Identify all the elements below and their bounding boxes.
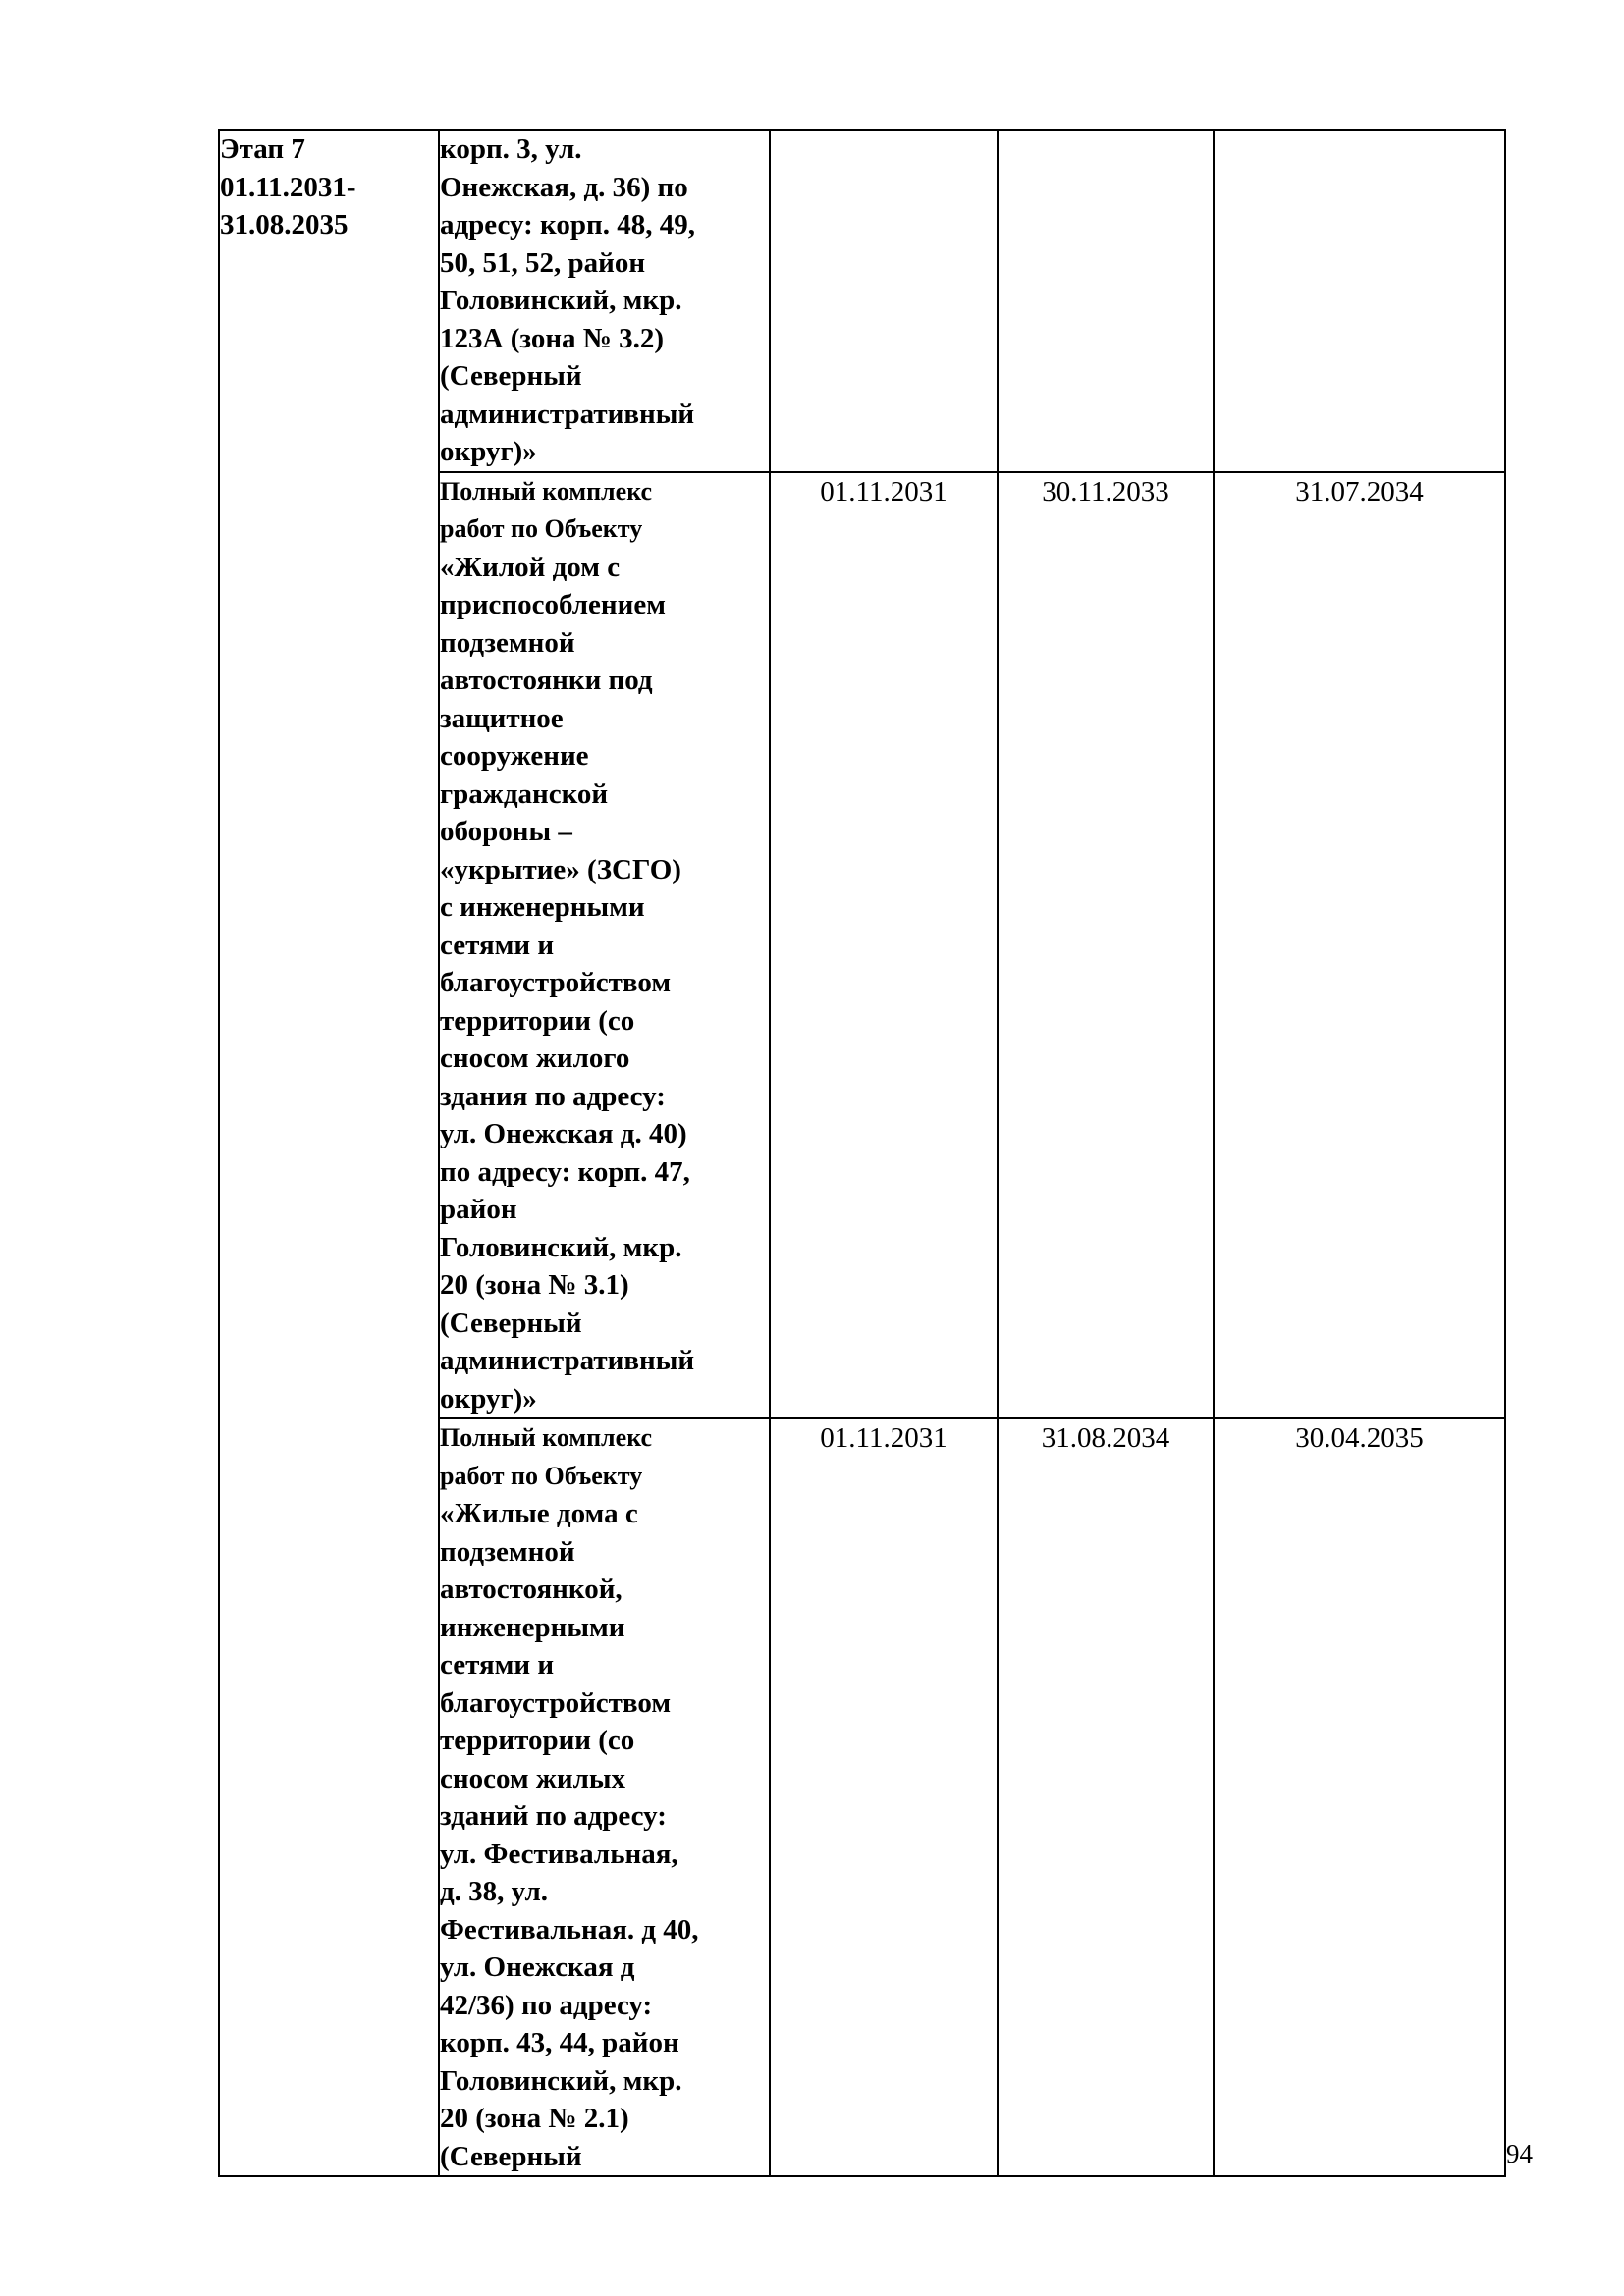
description-line: Онежская, д. 36) по <box>440 171 688 203</box>
commission-date-cell: 30.04.2035 <box>1214 1418 1505 2176</box>
description-line: ул. Онежская д <box>440 1951 635 1983</box>
description-lead-line: Полный комплекс <box>440 476 653 506</box>
description-line: (Северный <box>440 1307 582 1339</box>
description-line: благоустройством <box>440 967 672 998</box>
object-description-cell <box>439 1418 770 2176</box>
start-date-cell <box>770 130 998 472</box>
description-line: д. 38, ул. <box>440 1876 548 1907</box>
end-date-cell <box>998 130 1214 472</box>
description-line: приспособлением <box>440 589 666 620</box>
description-line: округ)» <box>440 436 537 467</box>
description-line: (Северный <box>440 2140 582 2172</box>
description-line: Головинский, мкр. <box>440 285 682 316</box>
description-line: гражданской <box>440 777 609 810</box>
description-line: Фестивальная. д 40, <box>440 1913 699 1946</box>
description-line: с инженерными <box>440 891 645 923</box>
description-line: сетями и <box>440 929 555 961</box>
description-line: Головинский, мкр. <box>440 2064 682 2097</box>
description-line: автостоянки под <box>440 665 653 696</box>
description-line: ул. Фестивальная, <box>440 1838 678 1870</box>
page-number: 94 <box>1506 2139 1533 2168</box>
description-line: защитное <box>440 702 564 734</box>
description-line: 42/36) по адресу: <box>440 1989 653 2021</box>
start-date-cell: 01.11.2031 <box>770 472 998 1419</box>
description-line: (Северный <box>440 360 582 392</box>
description-line: административный <box>440 1345 695 1376</box>
description-line: здания по адресу: <box>440 1080 666 1112</box>
schedule-table <box>218 129 1506 2177</box>
description-line: район <box>440 1194 517 1225</box>
commission-date-cell <box>1214 130 1505 472</box>
object-description-cell <box>439 130 770 472</box>
description-line: благоустройством <box>440 1686 672 1719</box>
stage-start-date: 01.11.2031- <box>220 171 356 203</box>
description-line: административный <box>440 398 695 430</box>
description-lead-line: работ по Объекту <box>440 1461 643 1490</box>
description-line: автостоянкой, <box>440 1574 623 1605</box>
description-line: 20 (зона № 3.1) <box>440 1269 629 1301</box>
description-line: обороны – <box>440 816 572 847</box>
description-line: сносом жилого <box>440 1042 630 1074</box>
description-line: подземной <box>440 1535 575 1568</box>
description-line: округ)» <box>440 1382 537 1415</box>
description-line: подземной <box>440 626 575 659</box>
end-date-cell: 30.11.2033 <box>998 472 1214 1419</box>
object-description-cell <box>439 472 770 1419</box>
start-date-cell: 01.11.2031 <box>770 1418 998 2176</box>
description-lead-line: работ по Объекту <box>440 514 643 543</box>
table-row <box>219 130 1505 472</box>
description-line: территории (со <box>440 1725 635 1756</box>
description-line: корп. 43, 44, район <box>440 2027 679 2058</box>
description-line: инженерными <box>440 1611 625 1643</box>
description-line: «Жилой дом с <box>440 551 621 583</box>
stage-end-date: 31.08.2035 <box>220 209 349 240</box>
description-line: ул. Онежская д. 40) <box>440 1118 687 1149</box>
stage-cell <box>219 130 439 2176</box>
description-line: Головинский, мкр. <box>440 1231 682 1263</box>
commission-date-cell: 31.07.2034 <box>1214 472 1505 1419</box>
description-line: адресу: корп. 48, 49, <box>440 209 695 240</box>
description-lead-line: Полный комплекс <box>440 1423 653 1452</box>
description-line: «Жилые дома с <box>440 1498 638 1529</box>
description-line: зданий по адресу: <box>440 1800 667 1832</box>
description-line: территории (со <box>440 1004 635 1037</box>
description-line: 123А (зона № 3.2) <box>440 322 665 354</box>
description-line: корп. 3, ул. <box>440 133 582 165</box>
description-line: сетями и <box>440 1649 555 1681</box>
description-line: по адресу: корп. 47, <box>440 1155 690 1188</box>
description-line: «укрытие» (ЗСГО) <box>440 853 681 885</box>
description-line: 20 (зона № 2.1) <box>440 2103 629 2134</box>
end-date-cell: 31.08.2034 <box>998 1418 1214 2176</box>
description-line: сносом жилых <box>440 1762 626 1794</box>
stage-title: Этап 7 <box>220 133 305 165</box>
description-line: 50, 51, 52, район <box>440 246 646 279</box>
description-line: сооружение <box>440 740 589 772</box>
